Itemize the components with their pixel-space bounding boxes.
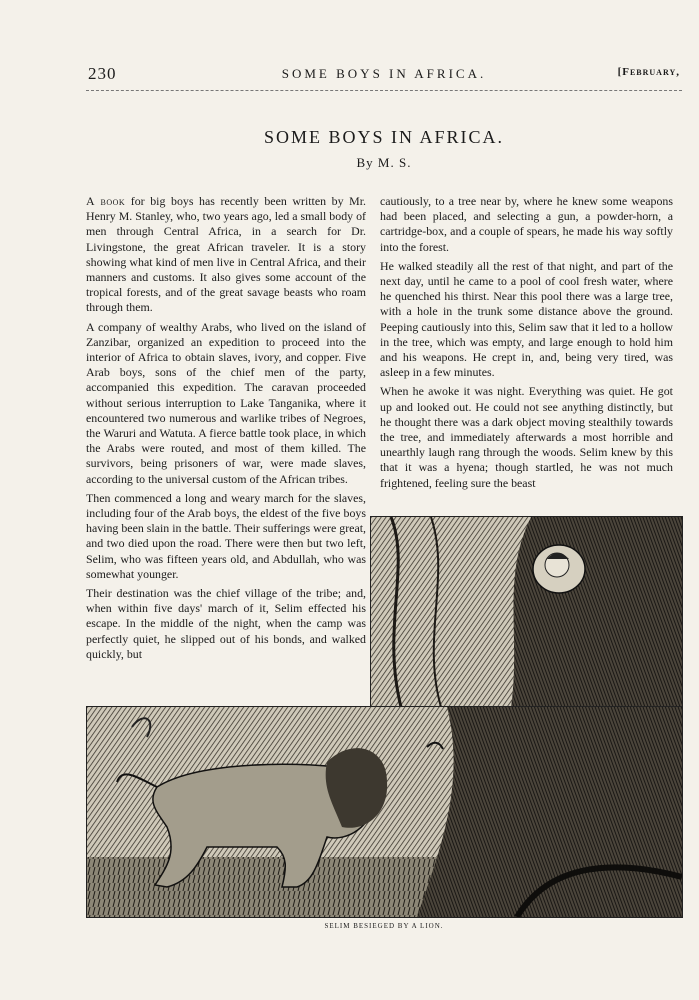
paragraph: Their destination was the chief village of the tribe; and, when within five days' march of it, Selim effected his escape. In the middle of the night, when the camp was perfectly quiet, he slipped out of his bonds, and walked quickly, but bbox=[86, 586, 366, 661]
left-column bbox=[86, 194, 366, 666]
lead-words: A book bbox=[86, 194, 126, 208]
article-byline: By M. S. bbox=[356, 155, 412, 170]
running-header bbox=[88, 64, 680, 86]
article-title: SOME BOYS IN AFRICA. bbox=[263, 127, 505, 147]
right-column bbox=[380, 194, 673, 495]
paragraph-text: for big boys has recently been written by Mr. Henry M. Stanley, who, two years ago, led a small body of men through Central Africa, in a search for Dr. Livingstone, the great African traveler. It is a story showing what kind of men live in Central Africa, and their manners and customs. It also gives some account of the tropical forests, and of the great savage beasts who roam through them. bbox=[86, 194, 366, 315]
paragraph: Then commenced a long and weary march for the slaves, including four of the Arab boys, the eldest of the five boys having been slain in the battle. Their sufferings were great, and two died upon the road. There were then but two left, Selim, who was fifteen years old, and Abdullah, who was somewhat younger. bbox=[86, 490, 366, 581]
illustration-caption: SELIM BESIEGED BY A LION. bbox=[324, 922, 444, 930]
paragraph: cautiously, to a tree near by, where he knew some weapons had been placed, and selecting a gun, a powder-horn, a cartridge-box, and a couple of spears, he made his way softly into the forest. bbox=[380, 194, 673, 254]
engraving-lower-panel bbox=[86, 706, 683, 918]
issue-month: [February, bbox=[617, 66, 680, 78]
header-rule bbox=[86, 90, 682, 91]
running-title: SOME BOYS IN AFRICA. bbox=[281, 66, 487, 81]
paragraph bbox=[86, 194, 366, 316]
page-number: 230 bbox=[88, 64, 117, 83]
paragraph: When he awoke it was night. Everything was quiet. He got up and looked out. He could not see anything distinctly, but he thought there was a dark object moving stealthily towards the tree, and immediately afterwards a most horrible and unearthly laugh rang through the woods. Selim knew by this that it was a hyena; though startled, he was not much frightened, feeling sure the beast bbox=[380, 384, 673, 490]
paragraph: He walked steadily all the rest of that night, and part of the next day, until he came to a pool of cool fresh water, where he quenched his thirst. Near this pool there was a large tree, with a hole in the trunk some distance above the ground. Peeping cautiously into this, Selim saw that it led to a hollow in the tree, which was empty, and large enough to hold him and his weapons. He crept in, and, being very tired, was asleep in a few minutes. bbox=[380, 258, 673, 380]
paragraph: A company of wealthy Arabs, who lived on the island of Zanzibar, organized an expedition to proceed into the interior of Africa to obtain slaves, ivory, and copper. Five Arab boys, sons of the chief men of the party, accompanied this expedition. The caravan proceeded without serious interruption to Lake Tanganika, where it encountered two numerous and warlike tribes of Negroes, the Waruri and Watuta. A fierce battle took place, in which the Arabs were routed, and most of them killed. The survivors, being prisoners of war, were made slaves, according to the universal custom of the African tribes. bbox=[86, 319, 366, 486]
engraving-upper-panel bbox=[370, 516, 683, 708]
